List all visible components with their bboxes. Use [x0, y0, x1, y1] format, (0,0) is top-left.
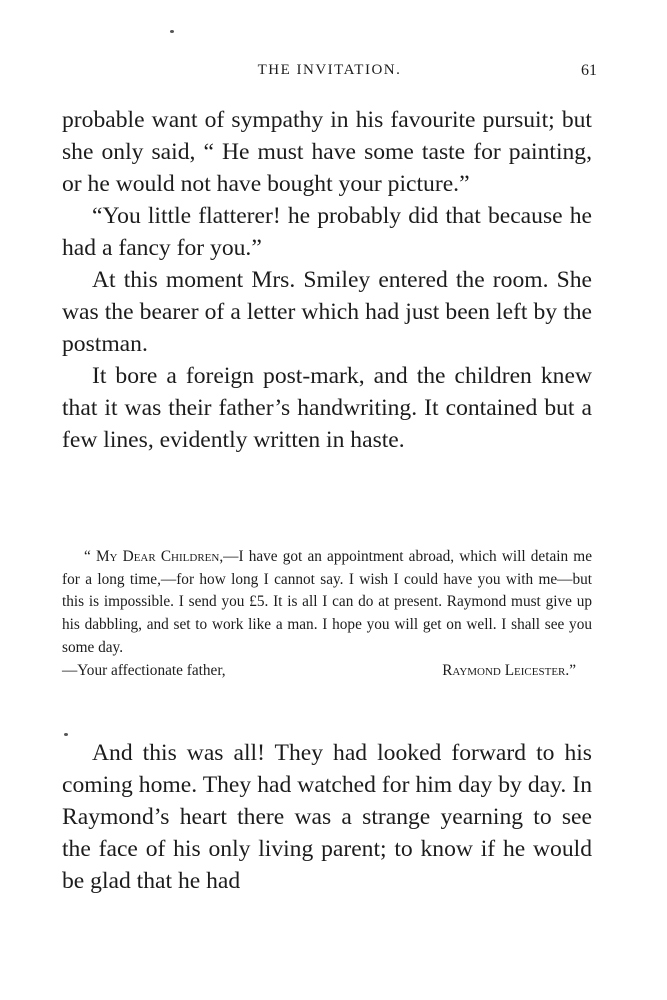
letter-signoff: [62, 660, 592, 683]
paragraph: “You little flatterer! he probably did that because he had a fancy for you.”: [62, 203, 592, 261]
page-number: 61: [581, 62, 597, 79]
letter-signature: Raymond Leicester.”: [442, 661, 576, 679]
letter-closing: —Your affectionate father,: [62, 661, 226, 679]
ink-speck: [170, 30, 174, 33]
paragraph: It bore a foreign post-mark, and the children knew that it was their father’s handwriting. It contained but a few lines, evidently written in haste.: [62, 363, 592, 453]
running-head: [62, 62, 597, 86]
paragraph: And this was all! They had looked forward to his coming home. They had watched for him day by day. In Raymond’s heart there was a strange yearning to see the face of his only living parent; to know if he would be glad that he had: [62, 740, 592, 894]
paragraph: probable want of sympathy in his favourite pursuit; but she only said, “ He must have some taste for painting, or he would not have bought your picture.”: [62, 107, 592, 197]
ink-speck: [64, 733, 68, 736]
paragraph: At this moment Mrs. Smiley entered the room. She was the bearer of a letter which had just been left by the postman.: [62, 267, 592, 357]
body-text-bottom: [62, 737, 592, 897]
letter-quote: [62, 546, 592, 682]
letter-salutation: “ My Dear Children,: [84, 548, 224, 565]
letter-text: —I have got an appointment abroad, which will detain me for a long time,—for how long I cannot say. I wish I could have you with me—but this is impossible. I send you £5. It is all I can do at present. Raymond must give up his dabbling, and set to work like a man. I hope you will get on well. I shall see you some day.: [62, 548, 592, 656]
body-text-top: [62, 104, 592, 456]
running-title: THE INVITATION.: [257, 62, 402, 78]
letter-body: [62, 546, 592, 660]
